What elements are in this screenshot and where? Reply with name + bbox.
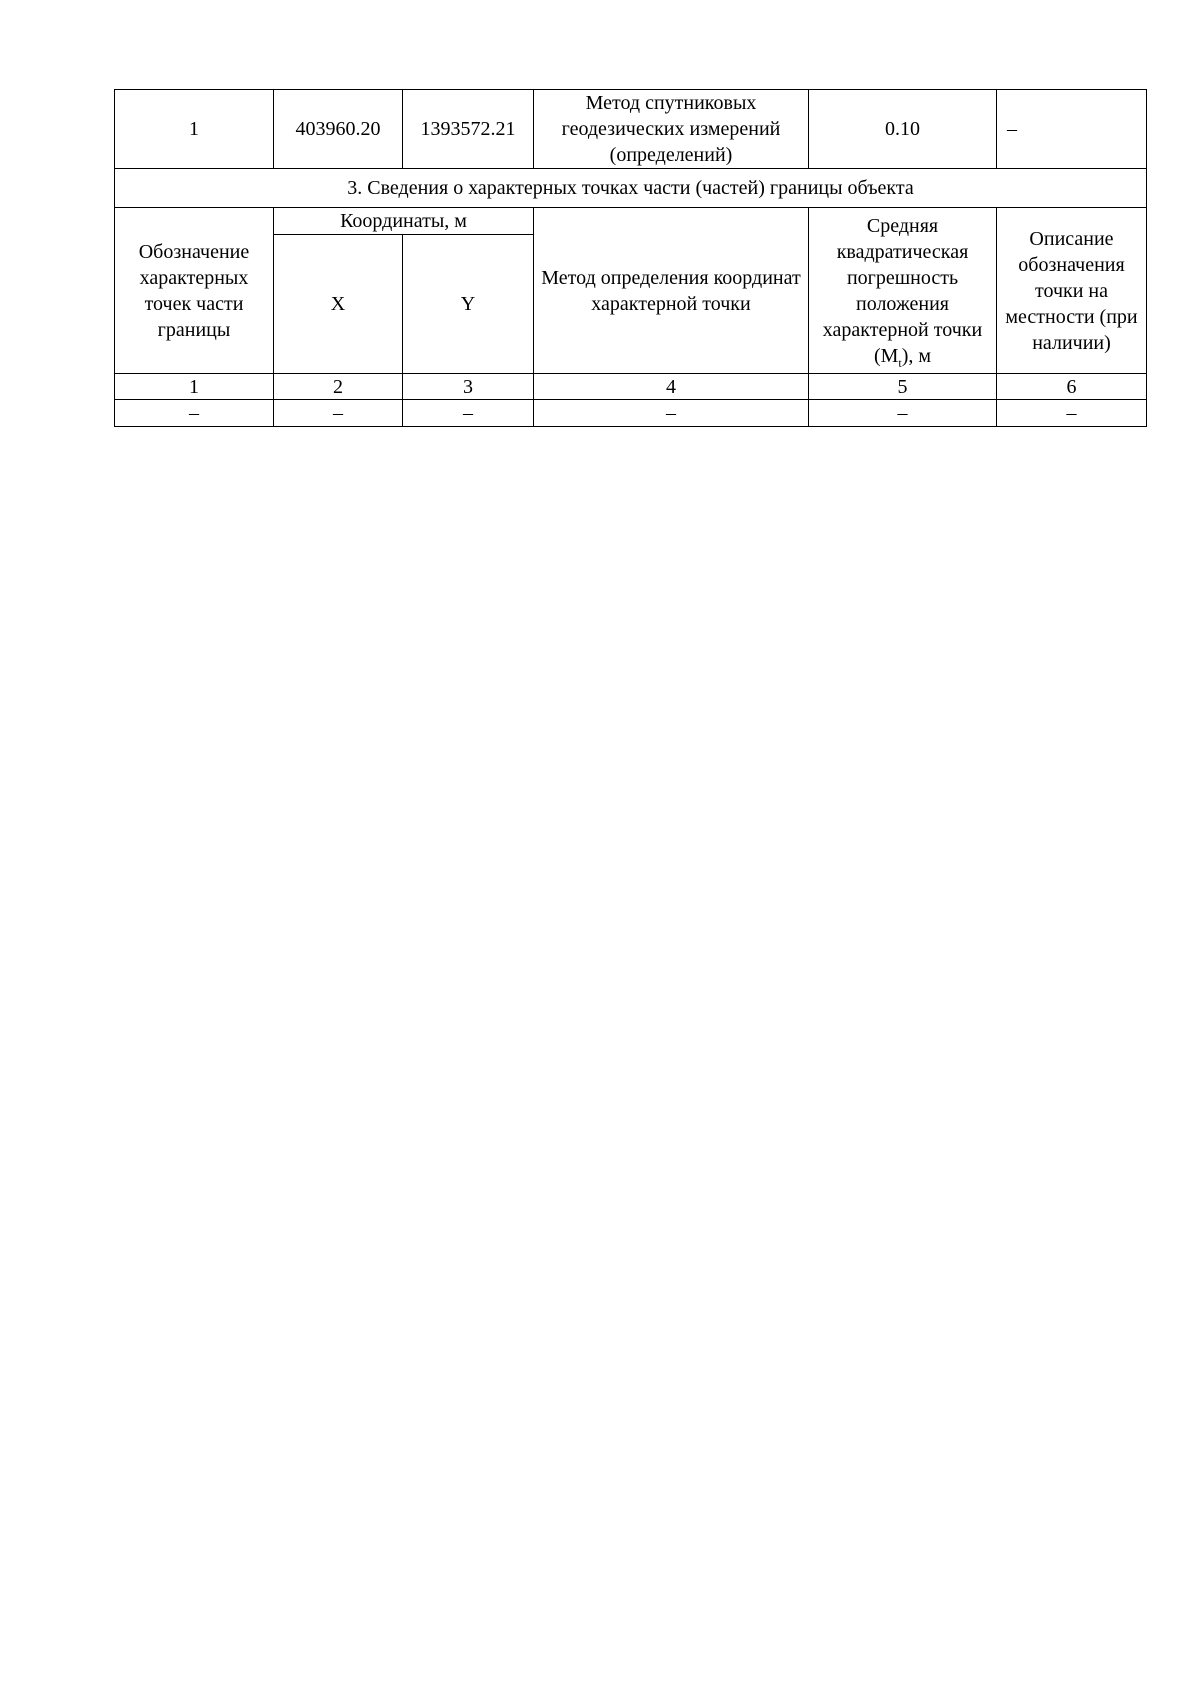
column-number-row — [115, 374, 1147, 400]
table-cell: – — [115, 400, 274, 427]
column-number: 1 — [115, 374, 274, 400]
header-accuracy-unit: ), м — [901, 344, 932, 367]
header-y: Y — [403, 235, 534, 374]
header-accuracy-subscript: t — [898, 355, 902, 370]
table-cell: – — [997, 400, 1147, 427]
header-accuracy — [809, 208, 997, 374]
table-cell: – — [534, 400, 809, 427]
table-row — [115, 90, 1147, 169]
header-accuracy-text: Средняя квадратическая погрешность положения характерной точки (M — [822, 214, 983, 367]
section-title: 3. Сведения о характерных точках части (частей) границы объекта — [115, 169, 1147, 208]
table-cell: – — [274, 400, 403, 427]
header-designation: Обозначение характерных точек части границы — [115, 208, 274, 374]
section-row — [115, 169, 1147, 208]
table-row — [115, 400, 1147, 427]
cell-method: Метод спутниковых геодезических измерений (определений) — [534, 90, 809, 169]
column-number: 5 — [809, 374, 997, 400]
table-cell: – — [809, 400, 997, 427]
column-number: 3 — [403, 374, 534, 400]
column-number: 2 — [274, 374, 403, 400]
boundary-points-table — [114, 89, 1147, 427]
header-coordinates: Координаты, м — [274, 208, 534, 235]
header-x: X — [274, 235, 403, 374]
column-number: 6 — [997, 374, 1147, 400]
cell-description: – — [997, 90, 1147, 169]
cell-point-number: 1 — [115, 90, 274, 169]
cell-y-coordinate: 1393572.21 — [403, 90, 534, 169]
header-description: Описание обозначения точки на местности (при наличии) — [997, 208, 1147, 374]
cell-accuracy: 0.10 — [809, 90, 997, 169]
column-number: 4 — [534, 374, 809, 400]
header-method: Метод определения координат характерной точки — [534, 208, 809, 374]
cell-x-coordinate: 403960.20 — [274, 90, 403, 169]
header-row — [115, 208, 1147, 235]
table-cell: – — [403, 400, 534, 427]
